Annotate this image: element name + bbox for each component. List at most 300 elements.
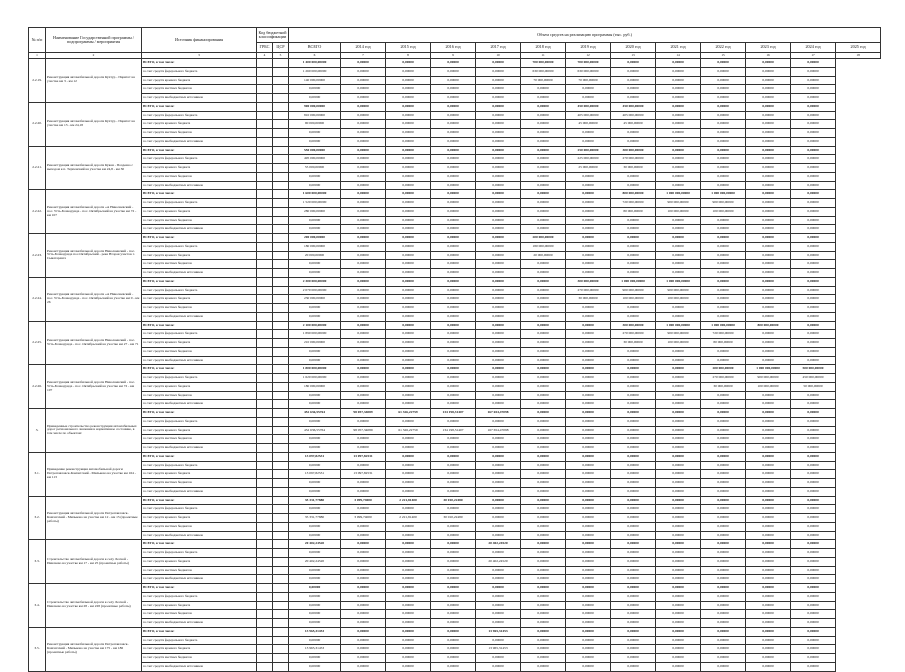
year-value: 0,00000 (791, 610, 836, 619)
year-value: 0,00000 (386, 207, 431, 216)
year-value: 0,00000 (746, 505, 791, 514)
funding-table-sheet (28, 27, 880, 672)
year-value: 0,00000 (521, 636, 566, 645)
table-row (29, 67, 881, 76)
csr-cell (273, 76, 289, 85)
total-value: 0,00000 (289, 487, 341, 496)
year-value: 0,00000 (611, 479, 656, 488)
year-value: 0,00000 (386, 181, 431, 190)
year-value: 0,00000 (476, 67, 521, 76)
year-value: 0,00000 (746, 347, 791, 356)
total-value: 0,00000 (289, 304, 341, 313)
year-value: 0,00000 (746, 295, 791, 304)
year-value: 0,00000 (611, 409, 656, 418)
year-value: 0,00000 (431, 321, 476, 330)
csr-cell (273, 505, 289, 514)
year-value: 0,00000 (701, 295, 746, 304)
year-value: 0,00000 (476, 216, 521, 225)
year-value: 0,00000 (611, 452, 656, 461)
year-value: 0,00000 (701, 610, 746, 619)
funding-source: за счет средств краевого бюджета (142, 514, 257, 523)
year-value: 0,00000 (566, 260, 611, 269)
csr-cell (273, 330, 289, 339)
year-value: 0,00000 (521, 461, 566, 470)
year-value: 0,00000 (341, 610, 386, 619)
year-value: 0,00000 (746, 479, 791, 488)
year-value: 0,00000 (431, 636, 476, 645)
column-number: 15 (701, 53, 746, 59)
item-name: Реконструкция автомобильной дороги Николаевский - пос. Усть-Бочкорунда - пос. Октябрьский на участке км 27 - км 71 (46, 321, 142, 365)
year-value: 0,00000 (656, 400, 701, 409)
csr-cell (273, 85, 289, 94)
year-value: 0,00000 (386, 172, 431, 181)
year-value: 0,00000 (701, 417, 746, 426)
year-value: 0,00000 (566, 557, 611, 566)
year-value: 0,00000 (566, 470, 611, 479)
year-value: 0,00000 (341, 461, 386, 470)
column-number: 1 (29, 53, 46, 59)
year-value: 500 000,00000 (791, 365, 836, 374)
year-value: 1 000 000,00000 (656, 277, 701, 286)
year-value: 0,00000 (566, 496, 611, 505)
year-value: 0,00000 (611, 496, 656, 505)
funding-source: ВСЕГО, в том числе: (142, 277, 257, 286)
year-value: 61 326,22759 (386, 409, 431, 418)
year-value: 0,00000 (386, 662, 431, 671)
year-value: 0,00000 (611, 514, 656, 523)
year-value: 0,00000 (521, 286, 566, 295)
table-row (29, 295, 881, 304)
grbs-cell (257, 216, 273, 225)
grbs-cell (257, 190, 273, 199)
year-value: 100 000,00000 (656, 207, 701, 216)
item-name: Реконструкция автомобильной дороги «А Николаевский - пос. Усть-Бочкорунда - пос. Октябрьский на участке км 72 - км 107 (46, 190, 142, 234)
year-value: 0,00000 (521, 94, 566, 103)
year-value: 0,00000 (476, 400, 521, 409)
year-value: 0,00000 (791, 85, 836, 94)
table-row (29, 242, 881, 251)
year-value: 800 000,00000 (746, 321, 791, 330)
funding-source: за счет средств местных бюджетов (142, 435, 257, 444)
year-value: 0,00000 (566, 234, 611, 243)
column-number: 16 (746, 53, 791, 59)
year-value: 0,00000 (791, 461, 836, 470)
table-row (29, 330, 881, 339)
table-row (29, 400, 881, 409)
year-value: 0,00000 (611, 391, 656, 400)
header-no: № п/п (29, 28, 46, 53)
year-value: 0,00000 (341, 339, 386, 348)
year-value: 0,00000 (791, 444, 836, 453)
year-value: 0,00000 (386, 601, 431, 610)
funding-source: за счет средств краевого бюджета (142, 426, 257, 435)
funding-source: ВСЕГО, в том числе: (142, 234, 257, 243)
year-value: 0,00000 (476, 435, 521, 444)
year-value: 0,00000 (791, 102, 836, 111)
year-value: 0,00000 (386, 234, 431, 243)
year-value: 200 000,00000 (521, 234, 566, 243)
grbs-cell (257, 470, 273, 479)
year-value: 0,00000 (386, 190, 431, 199)
year-value: 0,00000 (746, 645, 791, 654)
year-value: 0,00000 (476, 470, 521, 479)
csr-cell (273, 234, 289, 243)
year-value: 0,00000 (431, 365, 476, 374)
year-value: 0,00000 (611, 304, 656, 313)
grbs-cell (257, 339, 273, 348)
funding-source: за счет средств федерального бюджета (142, 592, 257, 601)
year-value: 0,00000 (656, 102, 701, 111)
year-value: 0,00000 (566, 339, 611, 348)
year-value: 0,00000 (431, 522, 476, 531)
year-value: 0,00000 (386, 102, 431, 111)
grbs-cell (257, 522, 273, 531)
year-value: 0,00000 (656, 487, 701, 496)
year-value: 0,00000 (791, 181, 836, 190)
year-value: 0,00000 (521, 417, 566, 426)
item-number: 2.2.20. (29, 102, 46, 146)
year-value: 0,00000 (431, 330, 476, 339)
year-value: 0,00000 (386, 479, 431, 488)
csr-cell (273, 207, 289, 216)
year-value: 0,00000 (341, 479, 386, 488)
year-value: 0,00000 (341, 85, 386, 94)
year-value: 0,00000 (386, 627, 431, 636)
year-value: 0,00000 (791, 190, 836, 199)
year-value: 0,00000 (476, 207, 521, 216)
year-value: 0,00000 (701, 514, 746, 523)
total-value: 2 070 000,00000 (289, 286, 341, 295)
year-value: 720 000,00000 (611, 199, 656, 208)
year-value: 720 000,00000 (701, 330, 746, 339)
year-value: 0,00000 (566, 172, 611, 181)
year-value: 0,00000 (701, 592, 746, 601)
table-row (29, 339, 881, 348)
year-value: 0,00000 (791, 452, 836, 461)
grbs-cell (257, 120, 273, 129)
year-value: 0,00000 (341, 225, 386, 234)
year-value: 0,00000 (746, 584, 791, 593)
grbs-cell (257, 540, 273, 549)
year-value: 0,00000 (611, 531, 656, 540)
csr-cell (273, 496, 289, 505)
csr-cell (273, 111, 289, 120)
year-value: 0,00000 (386, 321, 431, 330)
item-name: Реконструкция автомобильной дороги Николаевский - пос. Усть-Бочкорунда пос.Октябрьский - река Вторая участок г. Сыкатаранга (46, 234, 142, 278)
table-row (29, 417, 881, 426)
year-value: 0,00000 (566, 242, 611, 251)
year-value: 0,00000 (746, 137, 791, 146)
year-value: 0,00000 (611, 575, 656, 584)
year-value: 0,00000 (746, 286, 791, 295)
funding-source: за счет средств краевого бюджета (142, 382, 257, 391)
grbs-cell (257, 505, 273, 514)
year-value: 0,00000 (521, 304, 566, 313)
grbs-cell (257, 277, 273, 286)
year-value: 0,00000 (566, 365, 611, 374)
year-value: 0,00000 (476, 277, 521, 286)
column-number: 11 (521, 53, 566, 59)
year-value: 0,00000 (701, 286, 746, 295)
funding-source: за счет средств местных бюджетов (142, 391, 257, 400)
csr-cell (273, 400, 289, 409)
year-value: 0,00000 (386, 444, 431, 453)
year-value: 0,00000 (611, 619, 656, 628)
total-value: 495 000,00000 (289, 155, 341, 164)
year-value: 0,00000 (386, 295, 431, 304)
csr-cell (273, 584, 289, 593)
year-value: 0,00000 (656, 584, 701, 593)
year-value: 0,00000 (611, 76, 656, 85)
year-value: 0,00000 (386, 330, 431, 339)
year-value: 0,00000 (746, 470, 791, 479)
funding-source: за счет средств краевого бюджета (142, 645, 257, 654)
year-value: 0,00000 (746, 426, 791, 435)
year-value: 0,00000 (701, 225, 746, 234)
year-value: 0,00000 (341, 444, 386, 453)
year-value: 0,00000 (341, 67, 386, 76)
total-value: 1 400 000,00000 (289, 59, 341, 68)
year-value: 0,00000 (476, 339, 521, 348)
year-value: 0,00000 (656, 592, 701, 601)
year-value: 0,00000 (476, 374, 521, 383)
year-value: 0,00000 (701, 479, 746, 488)
year-value: 0,00000 (341, 234, 386, 243)
total-value: 0,00000 (289, 435, 341, 444)
year-value: 0,00000 (656, 426, 701, 435)
year-value: 0,00000 (656, 514, 701, 523)
funding-source: за счет средств федерального бюджета (142, 111, 257, 120)
year-value: 0,00000 (566, 137, 611, 146)
total-value: 0,00000 (289, 522, 341, 531)
year-value: 0,00000 (746, 444, 791, 453)
total-value: 13 097,82531 (289, 452, 341, 461)
year-value: 0,00000 (431, 566, 476, 575)
year-value: 0,00000 (611, 584, 656, 593)
year-value: 0,00000 (791, 304, 836, 313)
item-name: Реконструкция автомобильной дороги «А Николаевский - пос. Усть-Бочкорунда - пос. Октябрьский на участке км 0 - км 26 (46, 277, 142, 321)
year-value: 0,00000 (476, 286, 521, 295)
year-value: 0,00000 (476, 260, 521, 269)
year-value: 0,00000 (656, 312, 701, 321)
funding-source: ВСЕГО, в том числе: (142, 409, 257, 418)
funding-source: за счет средств местных бюджетов (142, 260, 257, 269)
year-value: 0,00000 (701, 426, 746, 435)
year-value: 0,00000 (611, 216, 656, 225)
year-value: 0,00000 (701, 557, 746, 566)
item-number: 2.2.23. (29, 234, 46, 278)
year-value: 0,00000 (521, 584, 566, 593)
year-value: 0,00000 (341, 522, 386, 531)
csr-cell (273, 601, 289, 610)
table-header (29, 28, 881, 59)
year-value: 0,00000 (476, 304, 521, 313)
year-value: 0,00000 (566, 452, 611, 461)
year-value: 0,00000 (656, 76, 701, 85)
year-value: 0,00000 (431, 592, 476, 601)
year-value: 630 000,00000 (566, 67, 611, 76)
grbs-cell (257, 67, 273, 76)
year-value: 0,00000 (746, 619, 791, 628)
year-value: 0,00000 (746, 304, 791, 313)
year-value: 0,00000 (791, 137, 836, 146)
year-value: 0,00000 (566, 531, 611, 540)
total-value: 20 402,24520 (289, 540, 341, 549)
funding-source: ВСЕГО, в том числе: (142, 146, 257, 155)
grbs-cell (257, 566, 273, 575)
year-value: 0,00000 (431, 120, 476, 129)
table-row (29, 540, 881, 549)
csr-cell (273, 269, 289, 278)
year-value: 270 000,00000 (611, 330, 656, 339)
year-value: 0,00000 (701, 627, 746, 636)
year-value: 0,00000 (566, 321, 611, 330)
year-value: 0,00000 (431, 242, 476, 251)
year-value: 0,00000 (386, 435, 431, 444)
funding-source: за счет средств краевого бюджета (142, 76, 257, 85)
year-value: 0,00000 (611, 592, 656, 601)
year-value: 0,00000 (701, 645, 746, 654)
funding-source: за счет средств федерального бюджета (142, 67, 257, 76)
year-value: 98 057,34089 (341, 409, 386, 418)
year-value: 0,00000 (521, 181, 566, 190)
grbs-cell (257, 365, 273, 374)
year-value: 1 000 000,00000 (611, 277, 656, 286)
year-value: 0,00000 (746, 129, 791, 138)
funding-source: за счет средств федерального бюджета (142, 330, 257, 339)
total-value: 13 965,31453 (289, 645, 341, 654)
year-value: 0,00000 (656, 470, 701, 479)
year-value: 800 000,00000 (611, 190, 656, 199)
year-value: 0,00000 (566, 549, 611, 558)
year-value: 0,00000 (791, 94, 836, 103)
year-value: 0,00000 (431, 391, 476, 400)
year-value: 0,00000 (791, 321, 836, 330)
year-value: 0,00000 (476, 461, 521, 470)
year-value: 0,00000 (701, 400, 746, 409)
year-value: 0,00000 (656, 374, 701, 383)
total-value: 0,00000 (289, 347, 341, 356)
header-total: ВСЕГО (289, 43, 341, 53)
year-value: 0,00000 (341, 111, 386, 120)
year-value: 0,00000 (701, 662, 746, 671)
year-value: 0,00000 (656, 619, 701, 628)
year-value: 0,00000 (656, 347, 701, 356)
total-value: 210 000,00000 (289, 339, 341, 348)
year-value: 0,00000 (476, 356, 521, 365)
column-number: 17 (791, 53, 836, 59)
year-value: 0,00000 (521, 199, 566, 208)
year-value: 0,00000 (566, 627, 611, 636)
funding-source: за счет средств внебюджетных источников (142, 662, 257, 671)
year-value: 0,00000 (476, 636, 521, 645)
year-value: 25 000,00000 (566, 164, 611, 173)
csr-cell (273, 627, 289, 636)
year-value: 0,00000 (746, 120, 791, 129)
total-value: 180 000,00000 (289, 242, 341, 251)
item-number: 2.2.24. (29, 277, 46, 321)
year-value: 0,00000 (341, 391, 386, 400)
year-value: 0,00000 (521, 102, 566, 111)
total-value: 550 000,00000 (289, 146, 341, 155)
csr-cell (273, 645, 289, 654)
year-value: 0,00000 (656, 522, 701, 531)
year-value: 80 000,00000 (611, 207, 656, 216)
csr-cell (273, 619, 289, 628)
year-value: 0,00000 (386, 452, 431, 461)
year-value: 0,00000 (656, 234, 701, 243)
year-value: 0,00000 (476, 522, 521, 531)
header-year: 2019 год (566, 43, 611, 53)
column-number: 8 (386, 53, 431, 59)
year-value: 0,00000 (566, 444, 611, 453)
year-value: 0,00000 (656, 627, 701, 636)
year-value: 0,00000 (656, 304, 701, 313)
year-value: 0,00000 (386, 619, 431, 628)
grbs-cell (257, 601, 273, 610)
year-value: 0,00000 (386, 470, 431, 479)
header-name: Наименование Государственной программы / подпрограммы / мероприятия (46, 28, 142, 53)
year-value: 0,00000 (521, 391, 566, 400)
year-value: 0,00000 (701, 242, 746, 251)
year-value: 0,00000 (746, 94, 791, 103)
year-value: 0,00000 (566, 225, 611, 234)
year-value: 0,00000 (566, 636, 611, 645)
year-value: 0,00000 (341, 59, 386, 68)
year-value: 0,00000 (566, 216, 611, 225)
column-number: 2 (46, 53, 142, 59)
year-value: 0,00000 (701, 601, 746, 610)
year-value: 900 000,00000 (656, 286, 701, 295)
grbs-cell (257, 636, 273, 645)
year-value: 0,00000 (701, 452, 746, 461)
year-value: 0,00000 (701, 172, 746, 181)
funding-source: за счет средств федерального бюджета (142, 199, 257, 208)
year-value: 0,00000 (341, 120, 386, 129)
funding-source: за счет средств краевого бюджета (142, 339, 257, 348)
year-value: 0,00000 (341, 295, 386, 304)
year-value: 0,00000 (746, 269, 791, 278)
grbs-cell (257, 251, 273, 260)
header-year: 2016 год (431, 43, 476, 53)
table-row (29, 645, 881, 654)
year-value: 0,00000 (386, 269, 431, 278)
year-value: 0,00000 (791, 234, 836, 243)
year-value: 0,00000 (476, 146, 521, 155)
grbs-cell (257, 155, 273, 164)
year-value: 0,00000 (791, 584, 836, 593)
year-value: 0,00000 (746, 601, 791, 610)
csr-cell (273, 426, 289, 435)
csr-cell (273, 557, 289, 566)
year-value: 0,00000 (386, 277, 431, 286)
year-value: 0,00000 (791, 339, 836, 348)
year-value: 0,00000 (521, 654, 566, 663)
funding-source: за счет средств федерального бюджета (142, 549, 257, 558)
year-value: 0,00000 (521, 269, 566, 278)
total-value: 280 000,00000 (289, 207, 341, 216)
csr-cell (273, 59, 289, 68)
year-value: 0,00000 (341, 645, 386, 654)
total-value: 0,00000 (289, 531, 341, 540)
year-value: 0,00000 (746, 391, 791, 400)
grbs-cell (257, 225, 273, 234)
year-value: 134 198,31407 (431, 426, 476, 435)
year-value: 0,00000 (476, 444, 521, 453)
year-value: 0,00000 (746, 216, 791, 225)
funding-source: за счет средств внебюджетных источников (142, 94, 257, 103)
year-value: 0,00000 (431, 67, 476, 76)
